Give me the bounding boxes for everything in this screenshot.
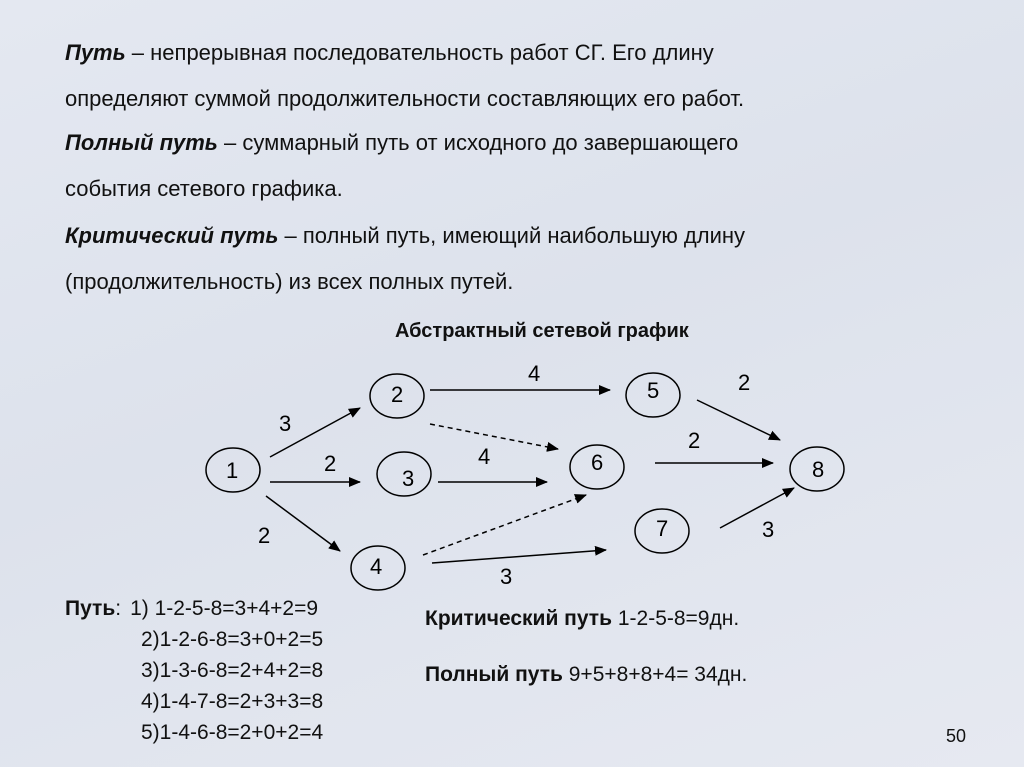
event-node-4 — [351, 546, 405, 590]
edge-weight-label: 4 — [478, 444, 491, 469]
path-definition-line-2: определяют суммой продолжительности составляющих его работ. — [65, 86, 745, 111]
edge-4-6-arrow — [423, 495, 586, 555]
full-path-result-label: Полный путь — [425, 663, 563, 686]
event-node-7 — [635, 509, 689, 553]
path-item: 2)1-2-6-8=3+0+2=5 — [141, 628, 324, 651]
event-node-3 — [377, 452, 431, 496]
critical-path-term: Критический путь — [65, 223, 279, 248]
event-node-6 — [570, 445, 624, 489]
full-path-definition-line-2: события сетевого графика. — [65, 176, 343, 201]
node-label: 2 — [391, 382, 404, 407]
edge-weight-label: 2 — [324, 451, 337, 476]
edge-weight-label: 2 — [738, 370, 751, 395]
event-node-1 — [206, 448, 260, 492]
node-label: 1 — [226, 458, 239, 483]
path-item: 4)1-4-7-8=2+3+3=8 — [141, 690, 324, 713]
path-definition-text: – непрерывная последовательность работ СГ. Его длину — [125, 40, 714, 65]
diagram-title: Абстрактный сетевой график — [395, 320, 689, 342]
edge-2-6-arrow — [430, 424, 558, 449]
paths-label: Путь — [65, 597, 116, 620]
critical-path-result-label: Критический путь — [425, 607, 613, 630]
edge-weight-label: 3 — [762, 517, 775, 542]
full-path-term: Полный путь — [65, 130, 218, 155]
edge-5-8-arrow — [697, 400, 780, 440]
event-node-5 — [626, 373, 680, 417]
node-label: 3 — [402, 466, 415, 491]
full-path-result — [425, 663, 747, 687]
node-label: 8 — [812, 457, 825, 482]
page-number: 50 — [945, 726, 966, 746]
node-label: 7 — [656, 516, 669, 541]
node-label: 5 — [647, 378, 660, 403]
full-path-definition-text: – суммарный путь от исходного до завершающего — [217, 130, 739, 155]
path-item: 5)1-4-6-8=2+0+2=4 — [141, 721, 324, 744]
paths-heading — [65, 598, 318, 620]
edge-weight-label: 3 — [500, 564, 513, 589]
event-node-8 — [790, 447, 844, 491]
edge-weight-label: 2 — [258, 523, 271, 548]
critical-path-definition-text: – полный путь, имеющий наибольшую длину — [278, 223, 746, 248]
critical-path-definition-line-2: (продолжительность) из всех полных путей. — [65, 269, 514, 294]
paths-colon: : — [115, 597, 122, 620]
edge-7-8-arrow — [720, 488, 794, 528]
edge-4-7-arrow — [432, 550, 606, 563]
critical-path-result-value: 1-2-5-8=9дн. — [612, 607, 740, 630]
path-item: 1) 1-2-5-8=3+4+2=9 — [130, 597, 319, 620]
critical-path-result — [425, 607, 739, 631]
full-path-result-value: 9+5+8+8+4= 34дн. — [562, 663, 748, 686]
edge-weight-label: 3 — [279, 411, 292, 436]
node-label: 4 — [370, 554, 383, 579]
path-term: Путь — [65, 40, 126, 65]
edge-weight-label: 4 — [528, 361, 541, 386]
edge-weight-label: 2 — [688, 428, 701, 453]
node-label: 6 — [591, 450, 604, 475]
path-item: 3)1-3-6-8=2+4+2=8 — [141, 659, 324, 682]
edge-1-4-arrow — [266, 496, 340, 551]
event-node-2 — [370, 374, 424, 418]
